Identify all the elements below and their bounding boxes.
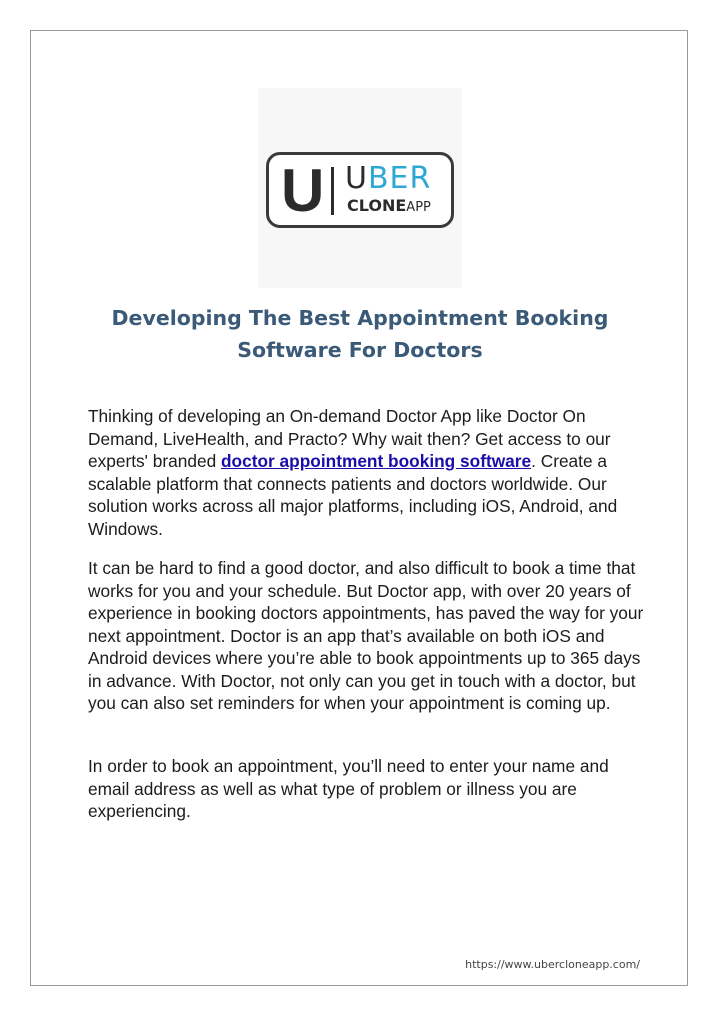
intro-paragraph — [88, 405, 648, 540]
logo-wordmark-start: U — [345, 161, 368, 196]
logo-wordmark — [345, 163, 431, 195]
logo-wordmark-accent: BER — [367, 161, 432, 196]
body-paragraph-2: It can be hard to find a good doctor, and also difficult to book a time that works for you and your schedule. But Doctor app, with over 20 years of experience in booking doctors appointments, has paved the way for your next appointment. Doctor is an app that’s available on both iOS and Android devices where you’re able to book appointments up to 365 days in advance. With Doctor, not only can you get in touch with a doctor, but you can also set reminders for when your appointment is coming up. — [88, 558, 644, 713]
page-title — [80, 302, 640, 366]
doctor-appointment-link[interactable]: doctor appointment booking software — [221, 451, 532, 471]
intro-text-after: . Create a scalable platform that connects patients and doctors worldwide. Our solution works across all major platforms, including iOS, Android, and Windows. — [88, 451, 618, 539]
logo-subtitle-start: CLONE — [347, 196, 407, 215]
title-line-2: Software For Doctors — [237, 338, 483, 362]
logo-letter: U — [281, 157, 325, 224]
title-line-1: Developing The Best Appointment Booking — [111, 306, 609, 330]
intro-text-before: Thinking of developing an On-demand Doctor App like Doctor On Demand, LiveHealth, and Practo? Why wait then? Get access to our experts' branded — [88, 406, 611, 471]
logo-subtitle — [347, 197, 431, 217]
body-paragraph-3: In order to book an appointment, you’ll need to enter your name and email address as well as what type of problem or illness you are experiencing. — [88, 756, 609, 821]
logo-subtitle-end: APP — [406, 200, 431, 215]
footer-url[interactable]: https://www.ubercloneapp.com/ — [465, 958, 640, 971]
brand-logo — [266, 152, 454, 228]
logo-divider — [331, 167, 334, 215]
